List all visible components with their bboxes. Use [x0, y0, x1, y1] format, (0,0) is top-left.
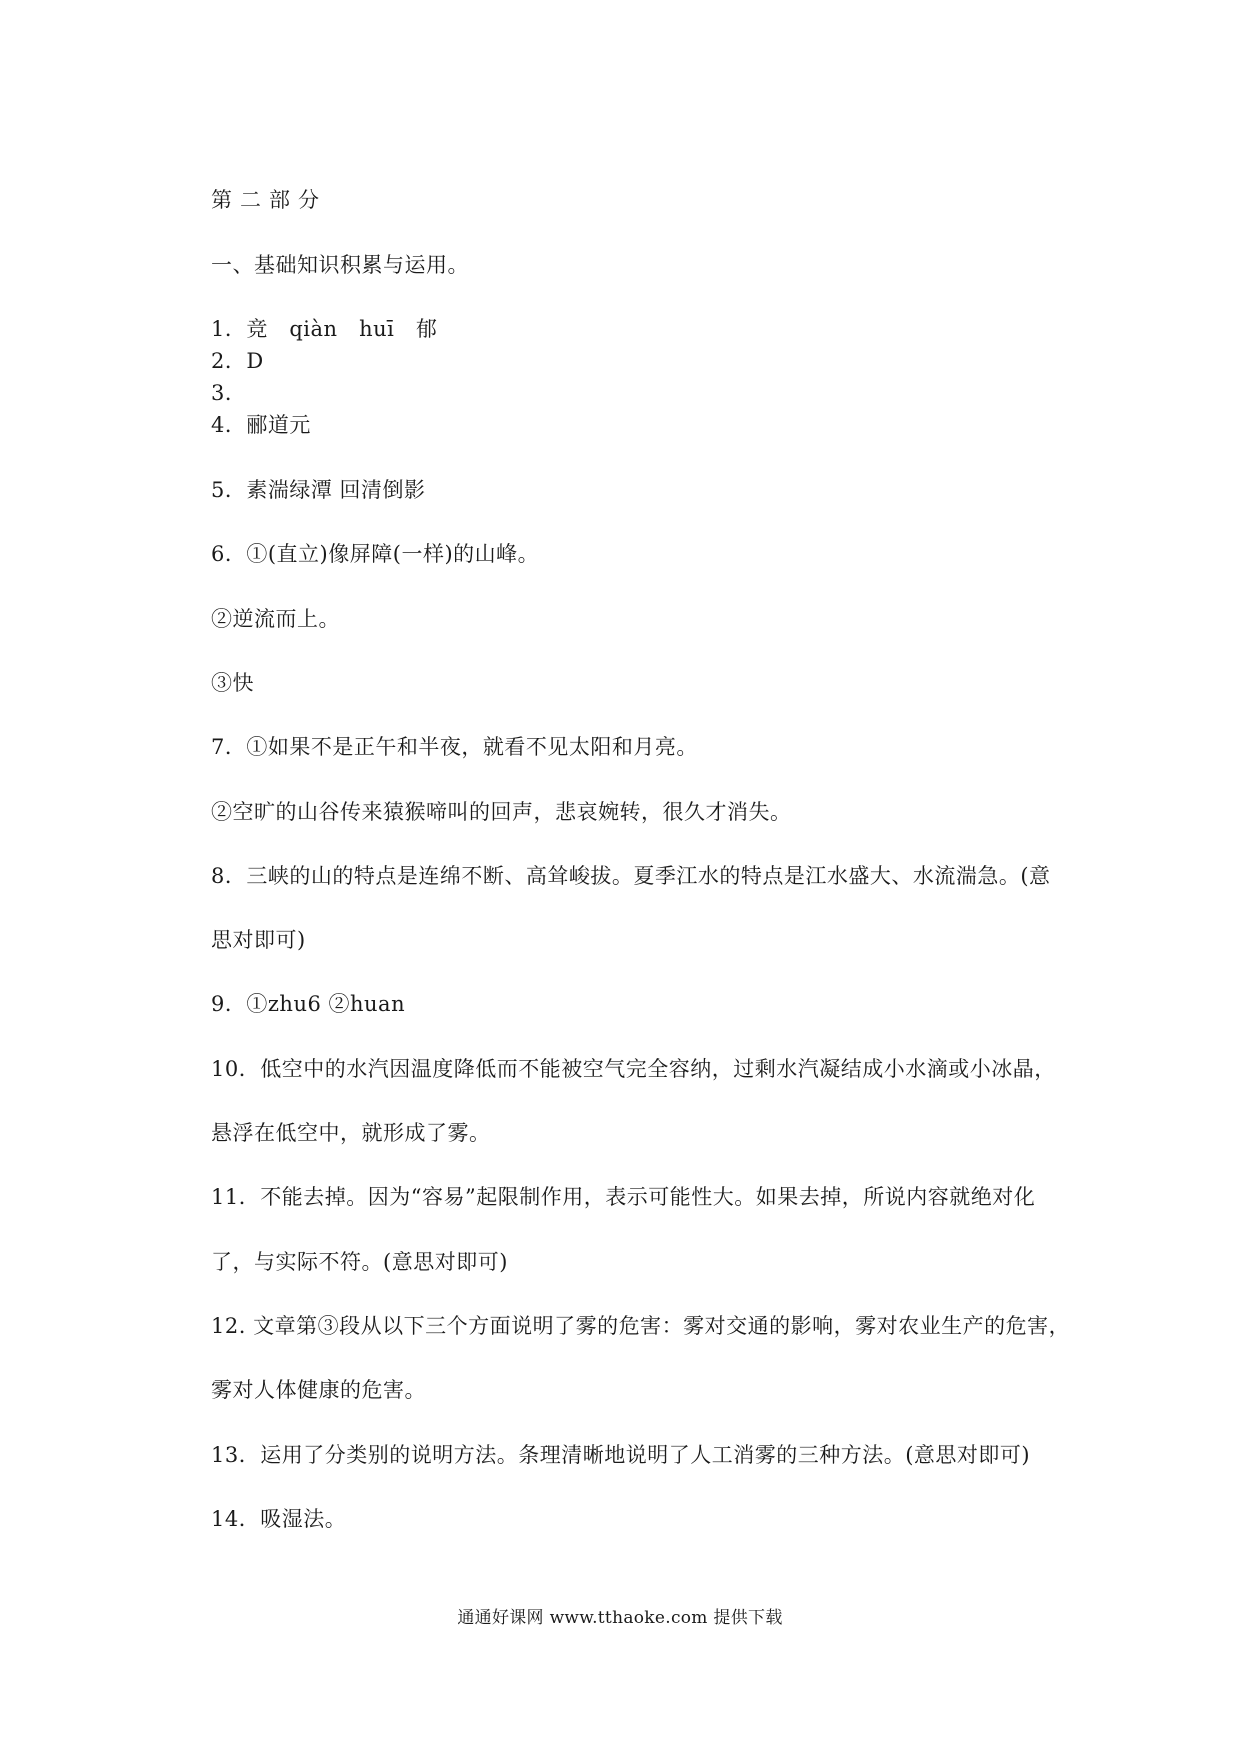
answer-line: 思对即可)	[211, 928, 306, 952]
answer-line: 11．不能去掉。因为“容易”起限制作用，表示可能性大。如果去掉，所说内容就绝对化	[211, 1185, 1036, 1209]
section-title: 第二部分	[211, 188, 327, 212]
answer-line: 4．郦道元	[211, 413, 311, 437]
answer-line: 14．吸湿法。	[211, 1507, 347, 1531]
answer-line: 雾对人体健康的危害。	[211, 1378, 426, 1402]
answer-line: ③快	[211, 671, 254, 695]
answer-line: 9．①zhu6 ②huan	[211, 992, 406, 1016]
page-footer: 通通好课网 www.tthaoke.com 提供下载	[457, 1608, 783, 1628]
answer-line: 3．	[211, 381, 247, 405]
answer-line: 10．低空中的水汽因温度降低而不能被空气完全容纳，过剩水汽凝结成小水滴或小冰晶，	[211, 1057, 1056, 1081]
answer-line: 12. 文章第③段从以下三个方面说明了雾的危害：雾对交通的影响，雾对农业生产的危害，	[211, 1314, 1071, 1338]
answer-line: 7．①如果不是正午和半夜，就看不见太阳和月亮。	[211, 735, 698, 759]
answer-line: 悬浮在低空中，就形成了雾。	[211, 1121, 491, 1145]
answer-line: 1．竞 qiàn huī 郁	[211, 317, 438, 341]
answer-line: 2．D	[211, 349, 264, 373]
part-heading: 一、基础知识积累与运用。	[211, 253, 469, 277]
answer-line: 6．①(直立)像屏障(一样)的山峰。	[211, 542, 540, 566]
answer-line: 了，与实际不符。(意思对即可)	[211, 1250, 508, 1274]
answer-line: 5．素湍绿潭 回清倒影	[211, 478, 426, 502]
answer-line: 8．三峡的山的特点是连绵不断、高耸峻拔。夏季江水的特点是江水盛大、水流湍急。(意	[211, 864, 1051, 888]
answer-line: 13．运用了分类别的说明方法。条理清晰地说明了人工消雾的三种方法。(意思对即可)	[211, 1443, 1031, 1467]
answer-line: ②空旷的山谷传来猿猴啼叫的回声，悲哀婉转，很久才消失。	[211, 800, 792, 824]
answer-line: ②逆流而上。	[211, 607, 340, 631]
